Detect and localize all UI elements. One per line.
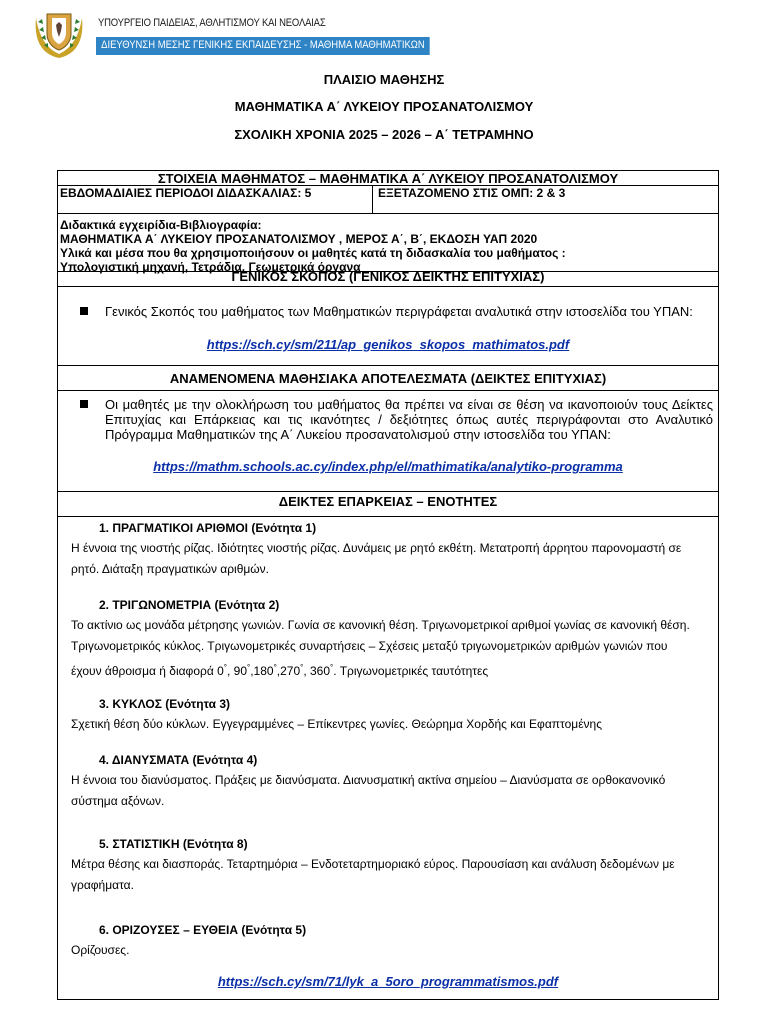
- section-title: 1. ΠΡΑΓΜΑΤΙΚΟΙ ΑΡΙΘΜΟΙ (Ενότητα 1): [99, 521, 317, 535]
- bullet-icon: [80, 307, 88, 315]
- section-text-main: Το ακτίνιο ως μονάδα μέτρησης γωνιών. Γωνία σε κανονική θέση. Τριγωνομετρικοί αριθμοί γωνίας σε κανονική θέση. Τριγωνομετρικός κύκλος. Τριγωνομετρικές συναρτήσεις – Σχέσεις μεταξύ τριγωνομετρικών αριθμών γωνιών που έχουν άθροισμα ή διαφορά 0°, 90°,180°,270°, 360°. Τριγωνομετρικές ταυτότητες: [71, 618, 690, 678]
- general-goal-heading: ΓΕΝΙΚΟΣ ΣΚΟΠΟΣ (ΓΕΝΙΚΟΣ ΔΕΙΚΤΗΣ ΕΠΙΤΥΧΙΑΣ): [231, 269, 545, 284]
- expected-outcomes-link[interactable]: https://mathm.schools.ac.cy/index.php/el/mathimatika/analytiko-programma: [153, 459, 623, 474]
- section-text: Μέτρα θέσης και διασποράς. Τεταρτημόρια – Ενδοτεταρτημοριακό εύρος. Παρουσίαση και ανάλυση δεδομένων με γραφήματα.: [71, 857, 675, 892]
- periods-row: [58, 186, 718, 214]
- school-year-title: ΣΧΟΛΙΚΗ ΧΡΟΝΙΑ 2025 – 2026 – Α΄ ΤΕΤΡΑΜΗΝΟ: [234, 127, 534, 142]
- programme-link[interactable]: https://sch.cy/sm/71/lyk_a_5oro_programmatismos.pdf: [217, 974, 559, 989]
- indicators-heading: ΔΕΙΚΤΕΣ ΕΠΑΡΚΕΙΑΣ – ΕΝΟΤΗΤΕΣ: [278, 494, 498, 509]
- section-text: Η έννοια της νιοστής ρίζας. Ιδιότητες νιοστής ρίζας. Δυνάμεις με ρητό εκθέτη. Μετατροπή άρρητου παρονομαστή σε ρητό. Διάταξη πραγματικών αριθμών.: [71, 541, 682, 576]
- expected-outcomes-text: Οι μαθητές με την ολοκλήρωση του μαθήματος θα πρέπει να είναι σε θέση να ικανοποιούν τους Δείκτες Επιτυχίας και Επάρκειας και τις ικανότητες / δεξιότητες όπως αυτές περιγράφονται στο Αναλυτικό Πρόγραμμα Μαθηματικών της Α΄ Λυκείου προσανατολισμού στην ιστοσελίδα του ΥΠΑΝ:: [105, 397, 713, 442]
- general-goal-link[interactable]: https://sch.cy/sm/211/ap_genikos_skopos_mathimatos.pdf: [206, 337, 570, 352]
- section-title: 3. ΚΥΚΛΟΣ (Ενότητα 3): [99, 697, 230, 711]
- table-heading-row: [58, 171, 718, 186]
- books-label: Διδακτικά εγχειρίδια-Βιβλιογραφία:: [60, 218, 262, 232]
- materials-value: Υπολογιστική μηχανή, Τετράδια, Γεωμετρικά όργανα: [60, 260, 361, 274]
- section-text: Ορίζουσες.: [71, 943, 130, 957]
- indicators-heading-row: [58, 492, 718, 517]
- section-title: 5. ΣΤΑΤΙΣΤΙΚΗ (Ενότητα 8): [99, 837, 248, 851]
- section-text: Σχετική θέση δύο κύκλων. Εγγεγραμμένες – Επίκεντρες γωνίες. Θεώρημα Χορδής και Εφαπτομένης: [71, 717, 602, 731]
- section-title: 4. ΔΙΑΝΥΣΜΑΤΑ (Ενότητα 4): [99, 753, 258, 767]
- weekly-periods: ΕΒΔΟΜΑΔΙΑΙΕΣ ΠΕΡΙΟΔΟΙ ΔΙΔΑΣΚΑΛΙΑΣ: 5: [58, 186, 373, 213]
- directorate-banner: ΔΙΕΥΘΥΝΣΗ ΜΕΣΗΣ ΓΕΝΙΚΗΣ ΕΚΠΑΙΔΕΥΣΗΣ - ΜΑΘΗΜΑ ΜΑΘΗΜΑΤΙΚΩΝ: [96, 37, 430, 55]
- general-goal-heading-row: [58, 269, 718, 287]
- section-text: Η έννοια του διανύσματος. Πράξεις με διανύσματα. Διανυσματική ακτίνα σημείου – Διανύσματα σε ορθοκανονικό σύστημα αξόνων.: [71, 773, 666, 808]
- section-text: [71, 615, 701, 682]
- books-row: [58, 214, 718, 272]
- ministry-name: ΥΠΟΥΡΓΕΙΟ ΠΑΙΔΕΙΑΣ, ΑΘΛΗΤΙΣΜΟΥ ΚΑΙ ΝΕΟΛΑΙΑΣ: [98, 17, 326, 29]
- table-heading: ΣΤΟΙΧΕΙΑ ΜΑΘΗΜΑΤΟΣ – ΜΑΘΗΜΑΤΙΚΑ Α΄ ΛΥΚΕΙΟΥ ΠΡΟΣΑΝΑΤΟΛΙΣΜΟΥ: [157, 171, 619, 186]
- letterhead: [30, 8, 750, 64]
- expected-outcomes-heading: ΑΝΑΜΕΝΟΜΕΝΑ ΜΑΘΗΣΙΑΚΑ ΑΠΟΤΕΛΕΣΜΑΤΑ (ΔΕΙΚΤΕΣ ΕΠΙΤΥΧΙΑΣ): [169, 371, 607, 386]
- general-goal-text: Γενικός Σκοπός του μαθήματος των Μαθηματικών περιγράφεται αναλυτικά στην ιστοσελίδα του ΥΠΑΝ:: [105, 304, 693, 319]
- cyprus-emblem-icon: [30, 8, 88, 60]
- materials-label: Υλικά και μέσα που θα χρησιμοποιήσουν οι μαθητές κατά τη διδασκαλία του μαθήματος :: [60, 246, 566, 260]
- section-title: 6. ΟΡΙΖΟΥΣΕΣ – ΕΥΘΕΙΑ (Ενότητα 5): [99, 923, 307, 937]
- section-title: 2. ΤΡΙΓΩΝΟΜΕΤΡΙΑ (Ενότητα 2): [99, 598, 280, 612]
- expected-outcomes-heading-row: [58, 366, 718, 391]
- exam-info: ΕΞΕΤΑΖΟΜΕΝΟ ΣΤΙΣ ΟΜΠ: 2 & 3: [378, 186, 566, 200]
- books-value: ΜΑΘΗΜΑΤΙΚΑ Α΄ ΛΥΚΕΙΟΥ ΠΡΟΣΑΝΑΤΟΛΙΣΜΟΥ , ΜΕΡΟΣ Α΄, Β΄, ΕΚΔΟΣΗ ΥΑΠ 2020: [60, 232, 538, 246]
- bullet-icon: [80, 400, 88, 408]
- subject-title: ΜΑΘΗΜΑΤΙΚΑ Α΄ ΛΥΚΕΙΟΥ ΠΡΟΣΑΝΑΤΟΛΙΣΜΟΥ: [234, 99, 534, 114]
- expected-outcomes-row: [58, 391, 718, 492]
- general-goal-row: [58, 287, 718, 366]
- course-table: [57, 170, 719, 1000]
- document-title: ΠΛΑΙΣΙΟ ΜΑΘΗΣΗΣ: [323, 72, 445, 87]
